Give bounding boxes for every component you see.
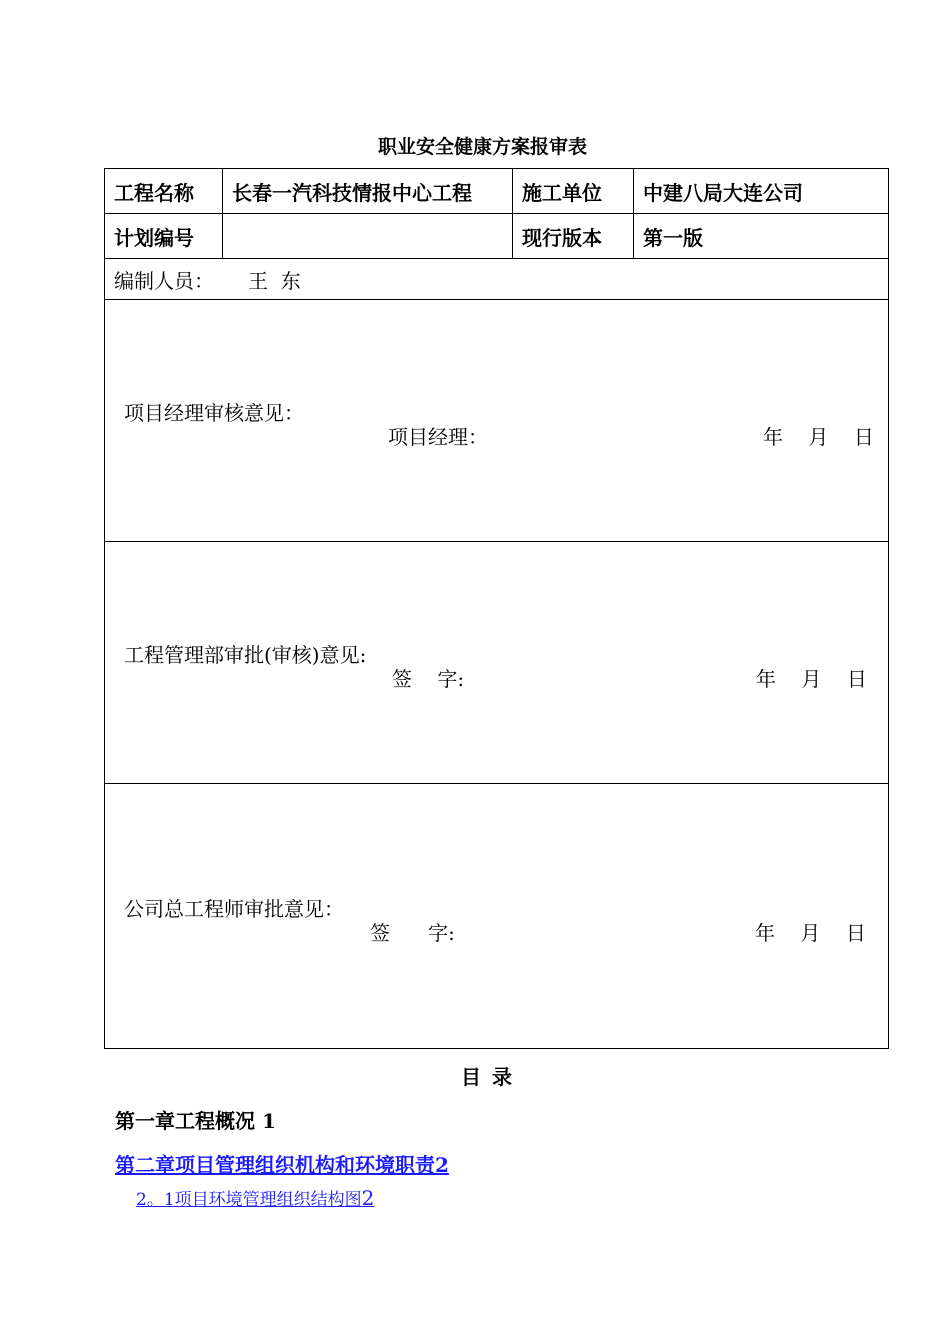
table-row xyxy=(105,259,889,300)
author-value: 王 东 xyxy=(248,268,301,293)
form-title: 职业安全健康方案报审表 xyxy=(377,136,587,158)
dept-date: 年 月 日 xyxy=(756,667,867,691)
project-name-label: 工程名称 xyxy=(105,169,223,214)
pm-signer-label: 项目经理： xyxy=(388,425,488,449)
table-row xyxy=(105,214,889,259)
table-row xyxy=(105,542,889,784)
table-row xyxy=(105,300,889,542)
toc-page-number: 2 xyxy=(361,1186,375,1210)
chief-engineer-signer-label: 签 字: xyxy=(370,921,455,945)
dept-review-cell xyxy=(105,542,889,784)
pm-date: 年 月 日 xyxy=(763,425,874,449)
toc-item-chapter-1[interactable]: 第一章工程概况 1 xyxy=(115,1109,276,1133)
chief-engineer-review-label: 公司总工程师审批意见： xyxy=(124,897,344,921)
version-value: 第一版 xyxy=(634,214,889,259)
plan-number-label: 计划编号 xyxy=(105,214,223,259)
table-row xyxy=(105,169,889,214)
approval-form-table xyxy=(104,168,889,1049)
version-label: 现行版本 xyxy=(513,214,634,259)
table-row xyxy=(105,784,889,1049)
chief-engineer-review-cell xyxy=(105,784,889,1049)
contractor-value: 中建八局大连公司 xyxy=(634,169,889,214)
dept-review-label: 工程管理部审批(审核)意见: xyxy=(124,643,367,667)
toc-page-number: 1 xyxy=(261,1109,276,1133)
toc-link-chapter-2[interactable]: 第二章项目管理组织机构和环境职责2 xyxy=(115,1153,449,1177)
author-label: 编制人员： xyxy=(114,268,214,293)
toc-link-section-2-1[interactable]: 2。1项目环境管理组织结构图2 xyxy=(136,1186,375,1210)
chief-engineer-date: 年 月 日 xyxy=(755,921,866,945)
author-cell xyxy=(105,259,889,300)
toc-page-number: 2 xyxy=(435,1153,449,1177)
project-name-value: 长春一汽科技情报中心工程 xyxy=(223,169,513,214)
dept-signer-label: 签 字: xyxy=(392,667,465,691)
toc-title: 目 录 xyxy=(461,1065,514,1089)
pm-review-cell xyxy=(105,300,889,542)
pm-review-label: 项目经理审核意见： xyxy=(124,401,304,425)
plan-number-value xyxy=(223,214,513,259)
contractor-label: 施工单位 xyxy=(513,169,634,214)
